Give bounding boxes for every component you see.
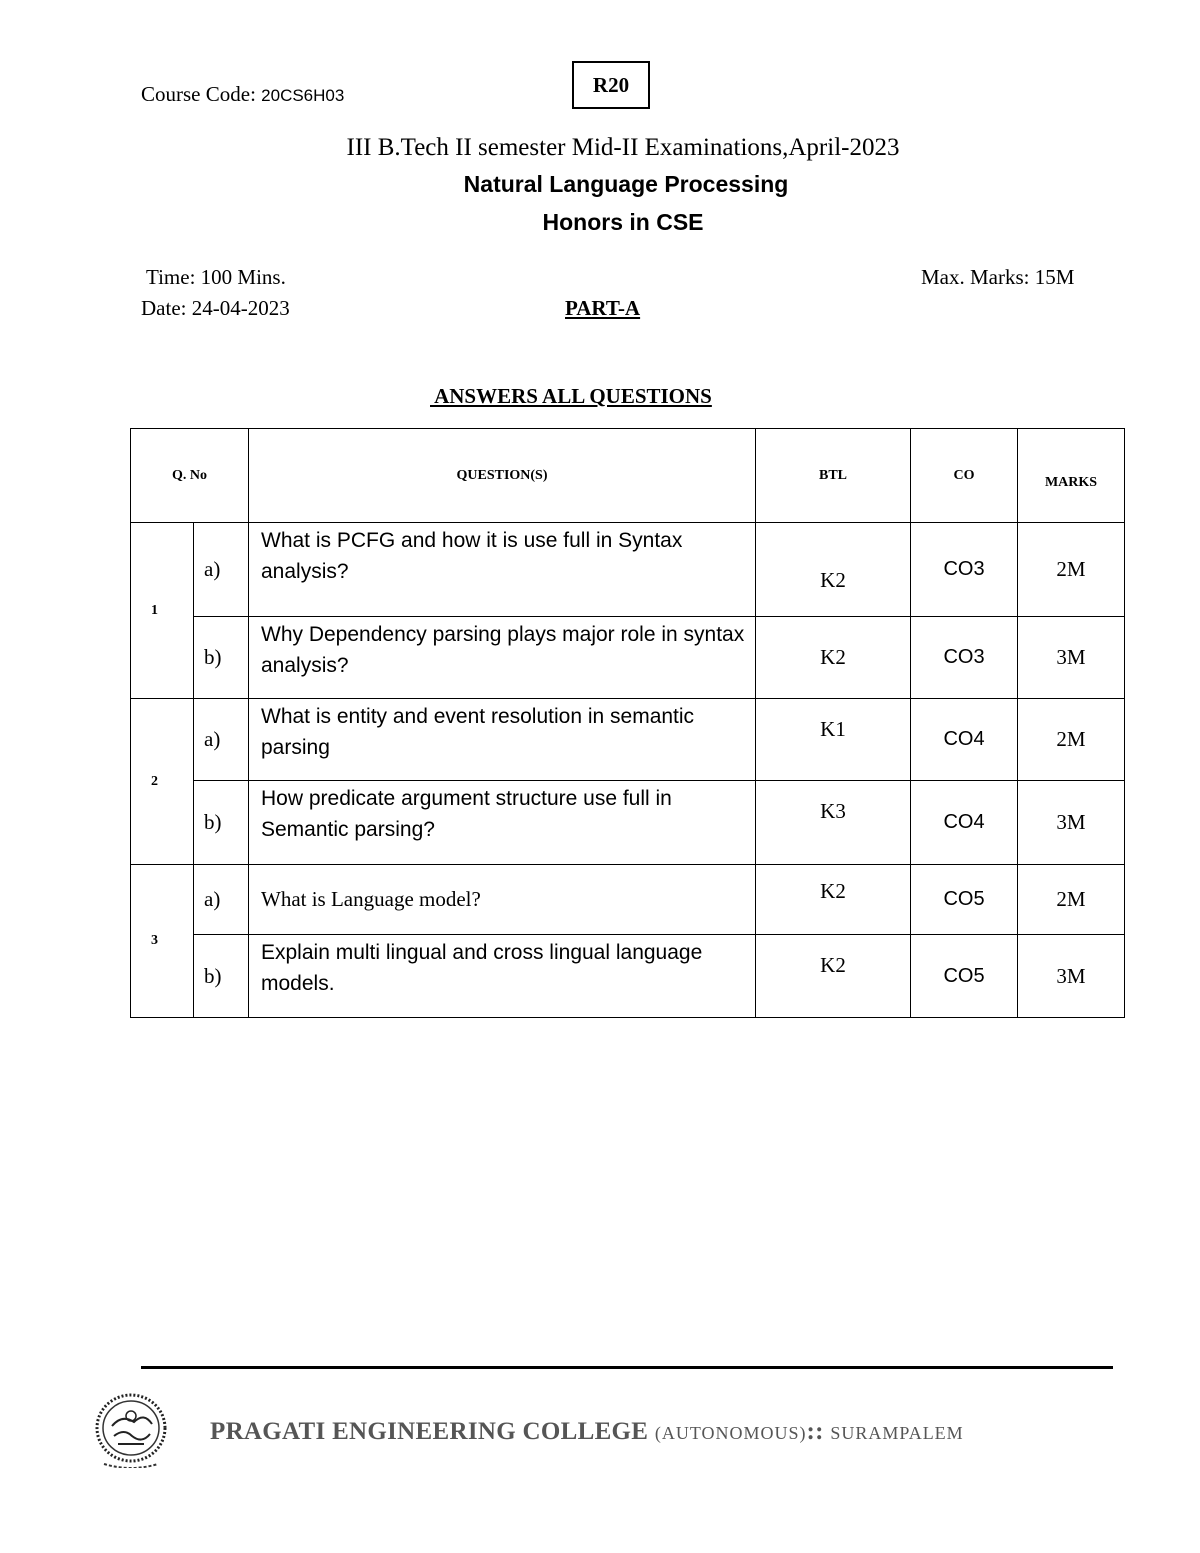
- co-value: CO3: [911, 523, 1018, 617]
- question-number: 1: [131, 523, 194, 699]
- btl-value: K1: [756, 699, 911, 781]
- sub-question-label: a): [194, 523, 249, 617]
- sub-question-label: b): [194, 781, 249, 865]
- marks-value: 3M: [1018, 935, 1125, 1018]
- course-code: [141, 82, 344, 107]
- co-value: CO5: [911, 865, 1018, 935]
- table-row: [131, 935, 1125, 1018]
- header-marks: MARKS: [1018, 429, 1125, 523]
- college-place: SURAMPALEM: [830, 1423, 964, 1443]
- sub-question-label: b): [194, 935, 249, 1018]
- question-number: 3: [131, 865, 194, 1018]
- table-row: [131, 617, 1125, 699]
- course-code-label: Course Code:: [141, 82, 262, 106]
- footer-separator: ::: [806, 1418, 831, 1445]
- max-marks: Max. Marks: 15M: [921, 265, 1075, 289]
- question-text: What is entity and event resolution in semantic parsing: [249, 699, 756, 781]
- question-text: What is PCFG and how it is use full in Syntax analysis?: [249, 523, 756, 617]
- marks-value: 2M: [1018, 865, 1125, 935]
- btl-value: K2: [756, 865, 911, 935]
- college-seal-icon: [92, 1392, 170, 1468]
- btl-value: K2: [756, 617, 911, 699]
- footer-divider: [141, 1366, 1113, 1369]
- question-text: Explain multi lingual and cross lingual language models.: [249, 935, 756, 1018]
- college-name: PRAGATI ENGINEERING COLLEGE: [210, 1418, 655, 1445]
- table-row: [131, 781, 1125, 865]
- exam-date: Date: 24-04-2023: [141, 296, 290, 320]
- marks-value: 3M: [1018, 781, 1125, 865]
- course-code-value: 20CS6H03: [261, 86, 345, 105]
- college-footer: [210, 1418, 964, 1446]
- table-row: [131, 699, 1125, 781]
- marks-value: 3M: [1018, 617, 1125, 699]
- btl-value: K2: [756, 935, 911, 1018]
- header-btl: BTL: [756, 429, 911, 523]
- exam-time: Time: 100 Mins.: [146, 265, 286, 289]
- program-title: Honors in CSE: [542, 209, 704, 235]
- co-value: CO5: [911, 935, 1018, 1018]
- marks-value: 2M: [1018, 523, 1125, 617]
- co-value: CO3: [911, 617, 1018, 699]
- regulation-badge: R20: [572, 61, 650, 109]
- marks-value: 2M: [1018, 699, 1125, 781]
- table-header-row: [131, 429, 1125, 523]
- table-row: [131, 523, 1125, 617]
- question-text: What is Language model?: [249, 865, 756, 935]
- btl-value: K3: [756, 781, 911, 865]
- table-row: [131, 865, 1125, 935]
- question-text: Why Dependency parsing plays major role in syntax analysis?: [249, 617, 756, 699]
- sub-question-label: a): [194, 699, 249, 781]
- question-text: How predicate argument structure use full in Semantic parsing?: [249, 781, 756, 865]
- autonomous-label: (AUTONOMOUS): [654, 1423, 807, 1443]
- co-value: CO4: [911, 699, 1018, 781]
- sub-question-label: b): [194, 617, 249, 699]
- exam-title: III B.Tech II semester Mid-II Examinations,April-2023: [346, 134, 900, 161]
- header-qno: Q. No: [131, 429, 249, 523]
- instruction-heading: ANSWERS ALL QUESTIONS: [430, 384, 712, 408]
- questions-table: [130, 428, 1125, 1018]
- sub-question-label: a): [194, 865, 249, 935]
- header-co: CO: [911, 429, 1018, 523]
- part-heading: PART-A: [565, 296, 641, 320]
- question-number: 2: [131, 699, 194, 865]
- header-question: QUESTION(S): [249, 429, 756, 523]
- btl-value: K2: [756, 523, 911, 617]
- subject-title: Natural Language Processing: [463, 171, 789, 197]
- co-value: CO4: [911, 781, 1018, 865]
